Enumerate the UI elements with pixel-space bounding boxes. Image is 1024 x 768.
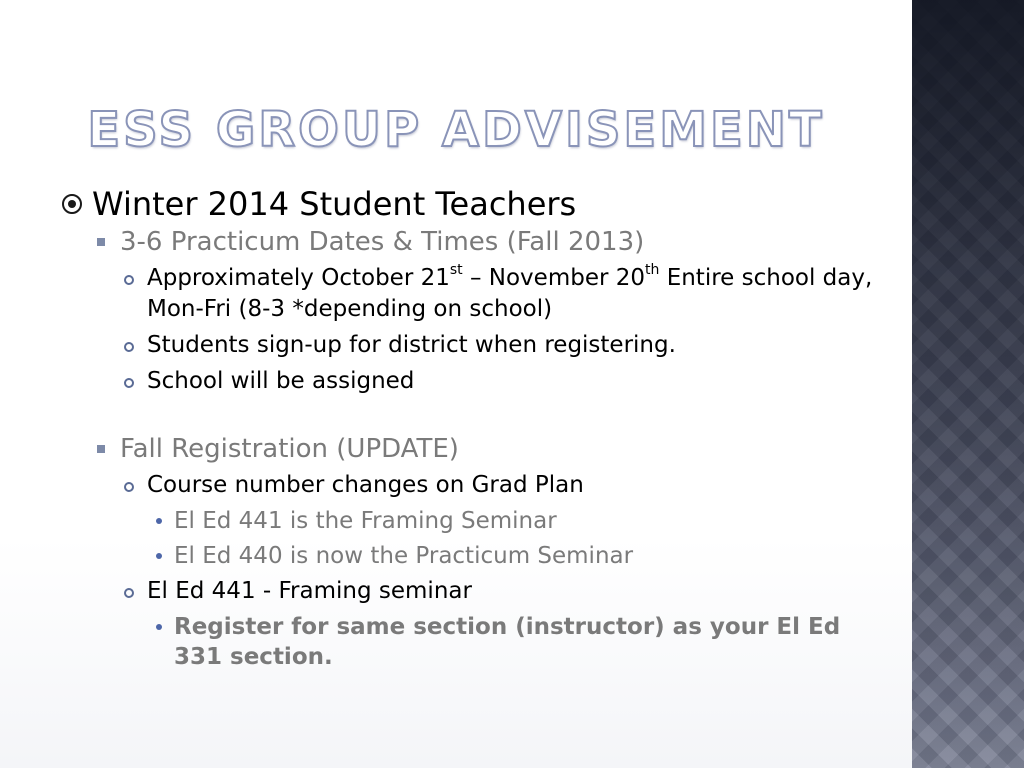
bullet-level4 — [62, 541, 882, 571]
bullet-level3 — [62, 576, 882, 607]
bullet-text: El Ed 441 is the Framing Seminar — [174, 508, 557, 534]
bullet-text: School will be assigned — [147, 368, 415, 394]
square-bullet-icon — [97, 238, 105, 246]
dot-bullet-icon — [156, 624, 162, 630]
bullet-level4 — [62, 612, 882, 672]
bullet-text: Register for same section (instructor) as your El Ed 331 section. — [174, 614, 841, 670]
circle-dot-bullet-icon — [62, 194, 82, 214]
bullet-level4 — [62, 506, 882, 536]
bullet-level3 — [62, 330, 882, 361]
bullet-text: 3-6 Practicum Dates & Times (Fall 2013) — [120, 227, 645, 257]
bullet-text: Students sign-up for district when registering. — [147, 332, 676, 358]
ring-bullet-icon — [124, 275, 134, 285]
ring-bullet-icon — [124, 342, 134, 352]
slide-content — [62, 184, 882, 672]
slide-title: ESS GROUP ADVISEMENT — [87, 102, 825, 158]
square-bullet-icon — [97, 445, 105, 453]
bullet-text: Course number changes on Grad Plan — [147, 472, 584, 498]
dot-bullet-icon — [156, 518, 162, 524]
ring-bullet-icon — [124, 482, 134, 492]
bullet-text: Winter 2014 Student Teachers — [92, 185, 577, 223]
bullet-text: Fall Registration (UPDATE) — [120, 434, 459, 464]
bullet-level2 — [62, 224, 882, 260]
dot-bullet-icon — [156, 553, 162, 559]
bullet-level3 — [62, 263, 882, 325]
bullet-level3 — [62, 470, 882, 501]
bullet-level3 — [62, 366, 882, 397]
bullet-text: Approximately October 21st – November 20th Entire school day, Mon-Fri (8-3 *depending on school) — [147, 262, 873, 322]
ring-bullet-icon — [124, 378, 134, 388]
bullet-level2 — [62, 431, 882, 467]
ring-bullet-icon — [124, 588, 134, 598]
decorative-side-panel — [912, 0, 1024, 768]
bullet-level1 — [62, 184, 882, 224]
bullet-text: El Ed 440 is now the Practicum Seminar — [174, 543, 634, 569]
bullet-text: El Ed 441 - Framing seminar — [147, 578, 472, 604]
